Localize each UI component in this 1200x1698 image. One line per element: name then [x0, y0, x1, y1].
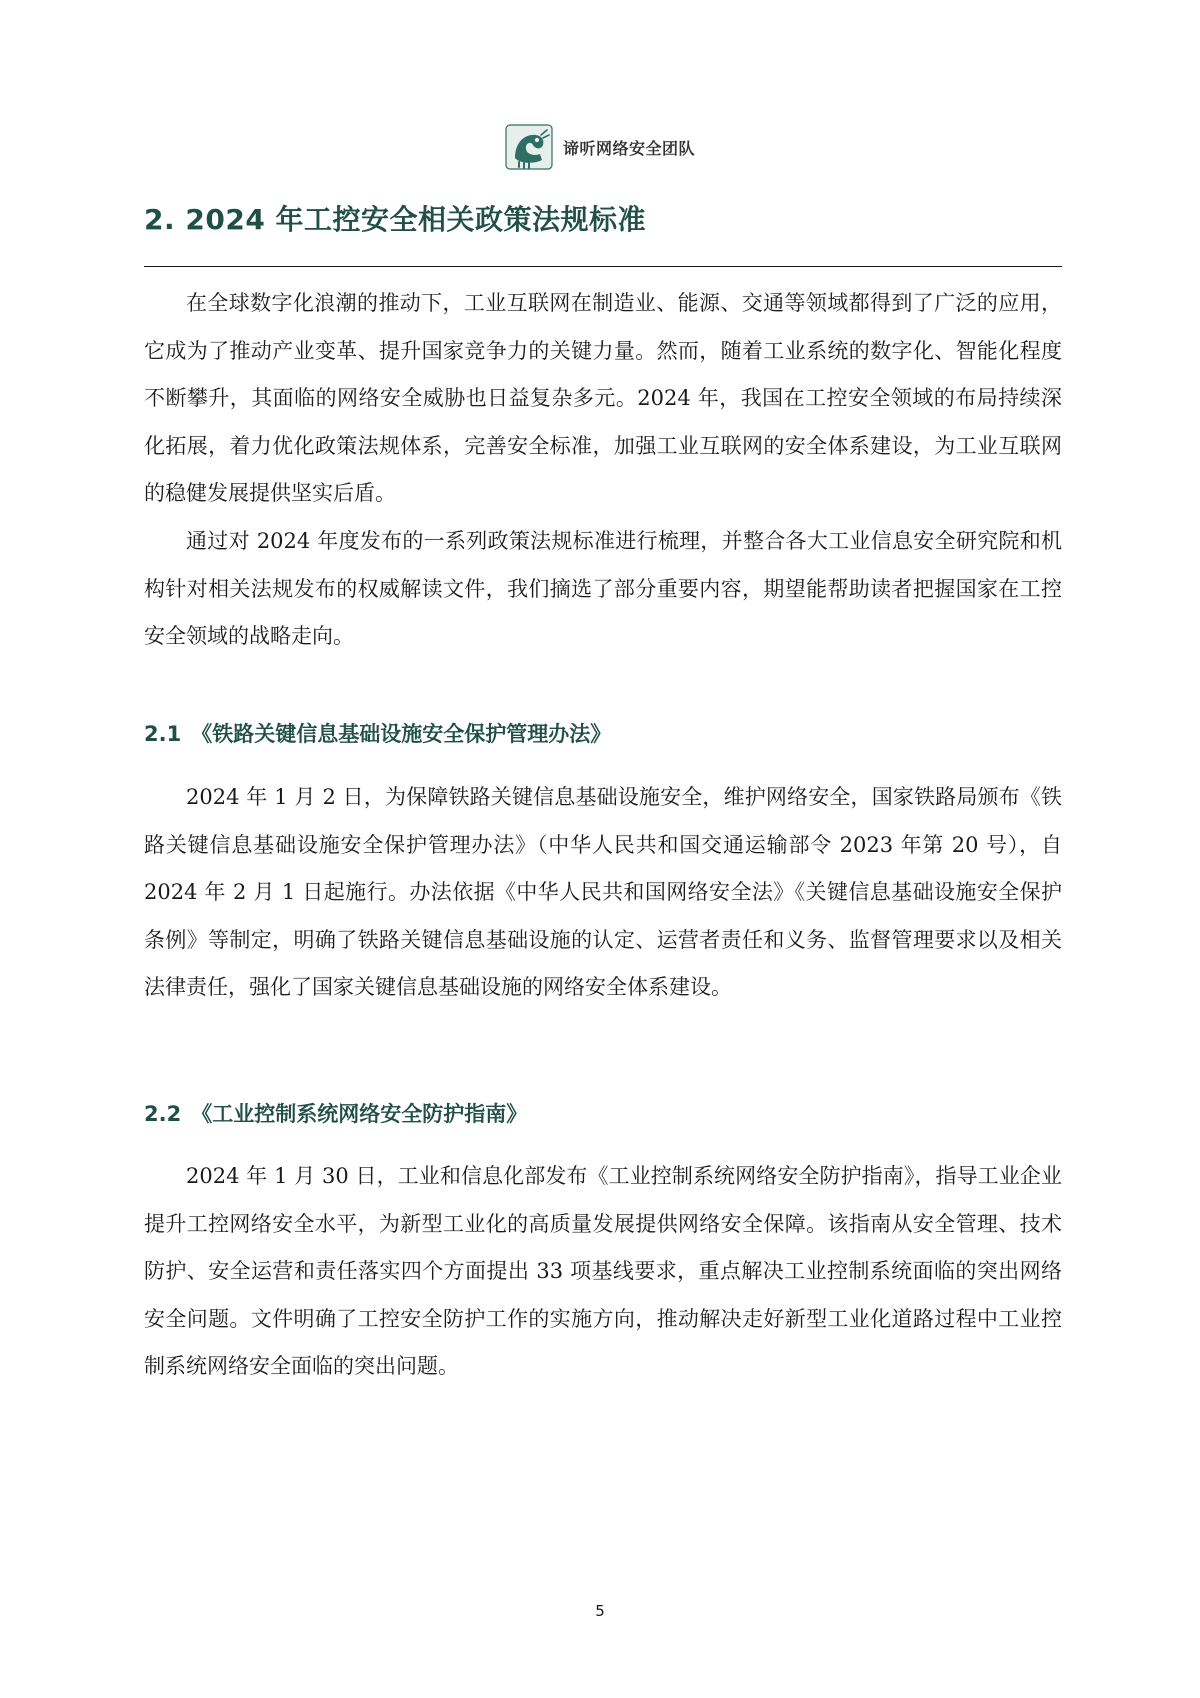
section-title: 《工业控制系统网络安全防护指南》 [191, 1102, 528, 1126]
title-divider [144, 266, 1062, 267]
section-number: 2.2 [144, 1102, 182, 1126]
intro-paragraph-1: 在全球数字化浪潮的推动下，工业互联网在制造业、能源、交通等领域都得到了广泛的应用，它成为了推动产业变革、提升国家竞争力的关键力量。然而，随着工业系统的数字化、智能化程度不断攀升，其面临的网络安全威胁也日益复杂多元。2024 年，我国在工控安全领域的布局持续深化拓展，着力优化政策法规体系，完善安全标准，加强工业互联网的安全体系建设，为工业互联网的稳健发展提供坚实后盾。 [144, 291, 1062, 505]
page-header [0, 122, 1200, 172]
section-heading-2-1 [144, 718, 611, 748]
team-name: 谛听网络安全团队 [562, 138, 695, 158]
page-number: 5 [595, 1602, 605, 1620]
section-2-2-body: 2024 年 1 月 30 日，工业和信息化部发布《工业控制系统网络安全防护指南》，指导工业企业提升工控网络安全水平，为新型工业化的高质量发展提供网络安全保障。该指南从安全管理、技术防护、安全运营和责任落实四个方面提出 33 项基线要求，重点解决工业控制系统面临的突出网络安全问题。文件明确了工控安全防护工作的实施方向，推动解决走好新型工业化道路过程中工业控制系统网络安全面临的突出问题。 [144, 1164, 1062, 1378]
section-title: 《铁路关键信息基础设施安全保护管理办法》 [191, 722, 612, 746]
section-2-1-body: 2024 年 1 月 2 日，为保障铁路关键信息基础设施安全，维护网络安全，国家铁路局颁布《铁路关键信息基础设施安全保护管理办法》（中华人民共和国交通运输部令 2023 年第 20 号），自 2024 年 2 月 1 日起施行。办法依据《中华人民共和国网络安全法》《关键信息基础设施安全保护条例》等制定，明确了铁路关键信息基础设施的认定、运营者责任和义务、监督管理要求以及相关法律责任，强化了国家关键信息基础设施的网络安全体系建设。 [144, 785, 1062, 999]
dragon-logo-icon [505, 124, 553, 170]
page-title: 2. 2024 年工控安全相关政策法规标准 [144, 203, 647, 236]
intro-paragraph-2: 通过对 2024 年度发布的一系列政策法规标准进行梳理，并整合各大工业信息安全研究院和机构针对相关法规发布的权威解读文件，我们摘选了部分重要内容，期望能帮助读者把握国家在工控安全领域的战略走向。 [144, 529, 1062, 648]
section-number: 2.1 [144, 722, 182, 746]
section-heading-2-2 [144, 1098, 527, 1128]
header-brand [505, 124, 695, 170]
